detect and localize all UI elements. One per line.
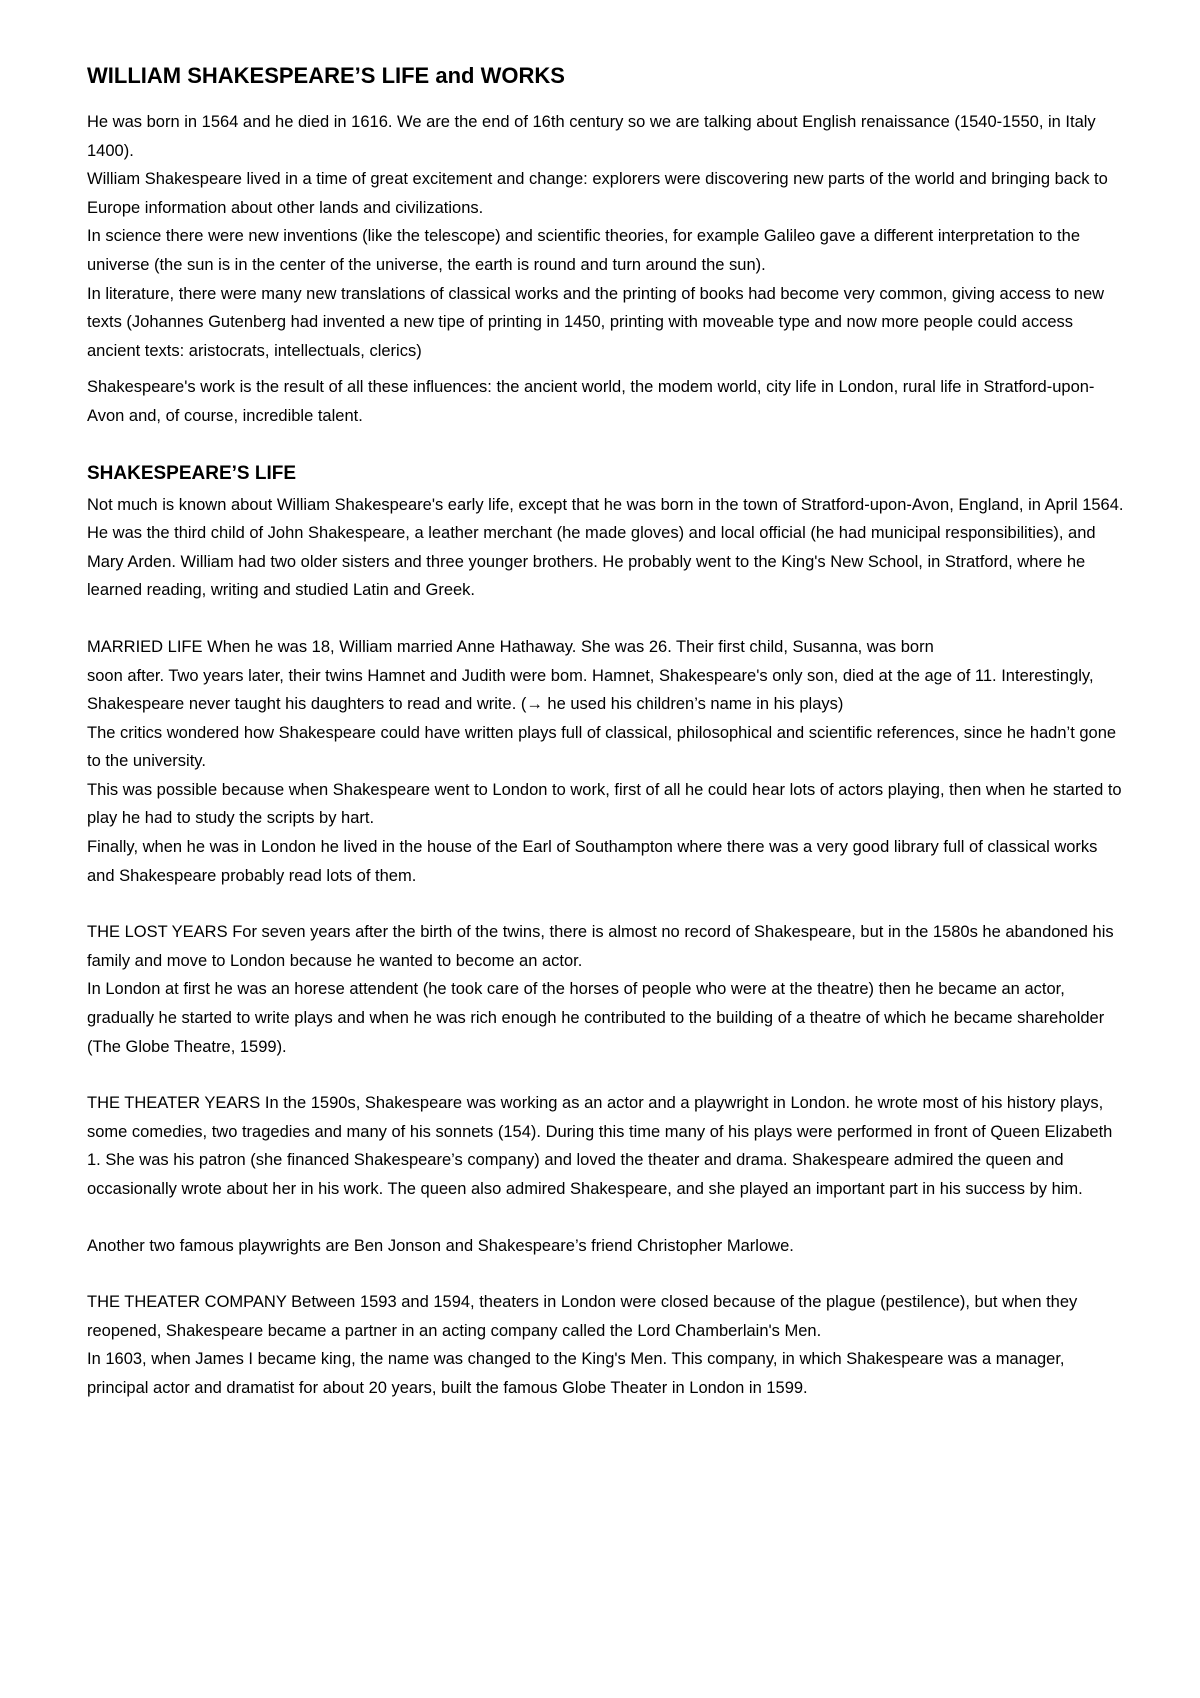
possible-paragraph: This was possible because when Shakespeare went to London to work, first of all he could hear lots of actors playing, then when he started to play he had to study the scripts by hart. <box>87 780 1122 828</box>
early-life-paragraph: Not much is known about William Shakespeare's early life, except that he was born in the town of Stratford-upon-Avon, England, in April 1564. He was the third child of John Shakespeare, a leather merchant (he made gloves) and local official (he had municipal responsibilities), and Mary Arden. William had two older sisters and three younger brothers. He probably went to the King's New School, in Stratford, where he learned reading, writing and studied Latin and Greek. <box>87 495 1124 600</box>
theater-years-paragraph <box>87 1089 1124 1203</box>
intro-section <box>87 108 1124 431</box>
theater-company-lead: THE THEATER COMPANY <box>87 1293 287 1312</box>
intro-paragraph-science: In science there were new inventions (like the telescope) and scientific theories, for example Galileo gave a different interpretation to the universe (the sun is in the center of the universe, the earth is round and turn around the sun). <box>87 227 1080 274</box>
intro-paragraph-literature: In literature, there were many new translations of classical works and the printing of books had become very common, giving access to new texts (Johannes Gutenberg had invented a new tipe of printing in 1450, printing with moveable type and now more people could access ancient texts: aristocrats, intellectuals, clerics) <box>87 284 1105 360</box>
influences-paragraph: Shakespeare's work is the result of all these influences: the ancient world, the modem world, city life in London, rural life in Stratford-upon-Avon and, of course, incredible talent. <box>87 378 1095 425</box>
theater-years-text: In the 1590s, Shakespeare was working as an actor and a playwright in London. he wrote most of his history plays, some comedies, two tragedies and many of his sonnets (154). During this time many of his plays were performed in front of Queen Elizabeth 1. She was his patron (she financed Shakespeare’s company) and loved the theater and drama. Shakespeare admired the queen and occasionally wrote about her in his work. The queen also admired Shakespeare, and she played an important part in his success by him. <box>87 1094 1113 1198</box>
lost-years-paragraph <box>87 918 1124 975</box>
theater-company-paragraph <box>87 1288 1124 1345</box>
playwrights-paragraph: Another two famous playwrights are Ben Jonson and Shakespeare’s friend Christopher Marlowe. <box>87 1236 794 1255</box>
married-life-rest: soon after. Two years later, their twins Hamnet and Judith were bom. Hamnet, Shakespeare's only son, died at the age of 11. Interestingly, Shakespeare never taught his daughters to read and write. (→ he used his children’s name in his plays) <box>87 666 1094 714</box>
critics-paragraph: The critics wondered how Shakespeare could have written plays full of classical, philosophical and scientific references, since he hadn’t gone to the university. <box>87 723 1117 771</box>
theater-company-text: Between 1593 and 1594, theaters in London were closed because of the plague (pestilence), but when they reopened, Shakespeare became a partner in an acting company called the Lord Chamberlain's Men. <box>87 1293 1078 1340</box>
lost-years-lead: THE LOST YEARS <box>87 923 228 942</box>
finally-paragraph: Finally, when he was in London he lived in the house of the Earl of Southampton where there was a very good library full of classical works and Shakespeare probably read lots of them. <box>87 838 1098 885</box>
married-life-paragraph <box>87 633 1124 662</box>
intro-paragraph-explorers: William Shakespeare lived in a time of great excitement and change: explorers were discovering new parts of the world and bringing back to Europe information about other lands and civilizations. <box>87 170 1108 217</box>
kings-men-paragraph: In 1603, when James I became king, the name was changed to the King's Men. This company, in which Shakespeare was a manager, principal actor and dramatist for about 20 years, built the famous Globe Theater in London in 1599. <box>87 1350 1065 1397</box>
life-heading: SHAKESPEARE’S LIFE <box>87 462 297 484</box>
lost-years-text: For seven years after the birth of the twins, there is almost no record of Shakespeare, but in the 1580s he abandoned his family and move to London because he wanted to become an actor. <box>87 923 1114 970</box>
intro-paragraph-birth: He was born in 1564 and he died in 1616. We are the end of 16th century so we are talking about English renaissance (1540-1550, in Italy 1400). <box>87 113 1096 160</box>
theater-years-lead: THE THEATER YEARS <box>87 1094 261 1113</box>
married-life-lead: MARRIED LIFE <box>87 637 203 656</box>
life-section <box>87 491 1124 1403</box>
document-title: WILLIAM SHAKESPEARE’S LIFE and WORKS <box>87 63 565 88</box>
london-paragraph: In London at first he was an horese attendent (he took care of the horses of people who were at the theatre) then he became an actor, gradually he started to write plays and when he was rich enough he contributed to the building of a theatre of which he became shareholder (The Globe Theatre, 1599). <box>87 980 1105 1056</box>
married-life-lead-rest: When he was 18, William married Anne Hathaway. She was 26. Their first child, Susanna, was born <box>202 637 934 656</box>
